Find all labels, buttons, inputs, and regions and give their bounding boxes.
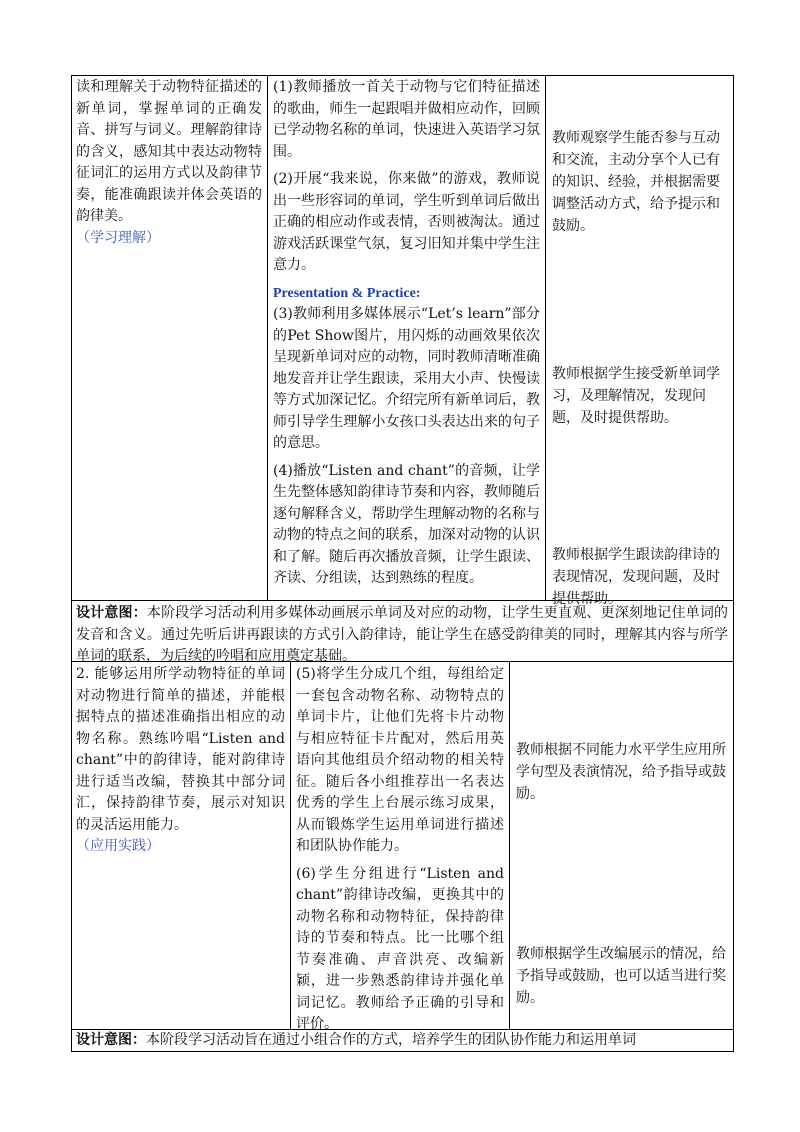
objective-tag: （学习理解）	[76, 229, 160, 246]
activity-cell-2	[296, 664, 504, 1042]
evaluation-text: 教师根据学生改编展示的情况，给予指导或鼓励，也可以适当进行奖励。	[516, 945, 726, 1005]
evaluation-text: 教师根据学生接受新单词学习，及理解情况，发现问题，及时提供帮助。	[552, 365, 720, 425]
design-intent-cell	[76, 603, 728, 668]
design-intent-text: 本阶段学习活动利用多媒体动画展示单词及对应的动物，让学生更直观、更深刻地记住单词的发音和含义。通过先听后讲再跟读的方式引入韵律诗，能让学生在感受韵律美的同时，理解其内容与所学单词的联系，为后续的吟唱和应用奠定基础。	[76, 605, 728, 664]
design-intent-label: 设计意图：	[76, 1032, 146, 1048]
column-divider	[509, 661, 510, 1029]
evaluation-text: 教师根据学生跟读韵律诗的表现情况，发现问题，及时提供帮助。	[552, 546, 720, 606]
evaluation-cell	[552, 362, 728, 428]
table-top-border	[71, 75, 734, 76]
evaluation-cell	[516, 738, 728, 804]
column-divider	[545, 75, 546, 600]
design-intent-text: 本阶段学习活动旨在通过小组合作的方式，培养学生的团队协作能力和运用单词	[146, 1032, 636, 1048]
objective-text: 读和理解关于动物特征描述的新单词，掌握单词的正确发音、拼写与词义。理解韵律诗的含义，感知其中表达动物特征词汇的运用方式以及韵律节奏，能准确跟读并体会英语的韵律美。	[76, 79, 262, 224]
column-divider	[267, 75, 268, 600]
objective-tag: （应用实践）	[76, 838, 160, 854]
activity-item: (6)学生分组进行“Listen and chant”韵律诗改编，更换其中的动物名称和动物特征，保持韵律诗的节奏和特点。比一比哪个组节奏准确、声音洪亮、改编新颖，进一步熟悉韵律诗并强化单词记忆。教师给予正确的引导和评价。	[296, 865, 504, 1032]
table-left-border	[71, 75, 72, 1052]
table-right-border	[733, 75, 734, 1052]
evaluation-cell	[516, 942, 728, 1008]
evaluation-text: 教师根据不同能力水平学生应用所学句型及表演情况，给予指导或鼓励。	[516, 741, 726, 801]
design-intent	[76, 1030, 728, 1052]
column-divider	[290, 661, 291, 1029]
activity-item: (5)将学生分成几个组，每组给定一套包含动物名称、动物特点的单词卡片，让他们先将卡片动物与相应特征卡片配对，然后用英语向其他组员介绍动物的相关特征。随后各小组推荐出一名表达优秀的学生上台展示练习成果，从而锻炼学生运用单词进行描述和团队协作能力。	[296, 666, 504, 854]
design-intent-cell	[76, 1030, 728, 1052]
design-intent	[76, 603, 728, 668]
objective-text: 2. 能够运用所学动物特征的单词对动物进行简单的描述，并能根据特点的描述准确指出相应的动物名称。熟练吟唱“Listen and chant”中的韵律诗，能对韵律诗进行适当改编，替换其中部分词汇，保持韵律节奏，展示对知识的灵活运用能力。	[76, 666, 285, 833]
evaluation-cell	[552, 543, 728, 609]
activity-item: (2)开展“我来说，你来做”的游戏，教师说出一些形容词的单词，学生听到单词后做出正确的相应动作或表情，否则被淘汰。通过游戏活跃课堂气氛，复习旧知并集中学生注意力。	[273, 171, 540, 273]
design-intent-label: 设计意图：	[76, 605, 147, 621]
section-subheading: Presentation & Practice:	[273, 285, 421, 301]
objective-cell-1	[76, 77, 262, 249]
activity-item: (4)播放“Listen and chant”的音频，让学生先整体感知韵律诗节奏和内容，教师随后逐句解释含义，帮助学生理解动物的名称与动物的特点之间的联系，加深对动物的认识和了解。随后再次播放音频，让学生跟读、齐读、分组读，达到熟练的程度。	[273, 462, 540, 586]
activity-item: (1)教师播放一首关于动物与它们特征描述的歌曲，师生一起跟唱并做相应动作，回顾已学动物名称的单词，快速进入英语学习氛围。	[273, 79, 540, 160]
evaluation-text: 教师观察学生能否参与互动和交流，主动分享个人已有的知识、经验，并根据需要调整活动方式，给予提示和鼓励。	[552, 129, 720, 233]
activity-cell-1	[273, 77, 540, 596]
activity-item: (3)教师利用多媒体展示“Let’s learn”部分的Pet Show图片，用闪烁的动画效果依次呈现新单词对应的动物，同时教师清晰准确地发音并让学生跟读，采用大小声、快慢读等方式加深记忆。介绍完所有新单词后，教师引导学生理解小女孩口头表达出来的句子的意思。	[273, 306, 540, 451]
objective-cell-2	[76, 664, 285, 858]
evaluation-cell	[552, 126, 728, 236]
